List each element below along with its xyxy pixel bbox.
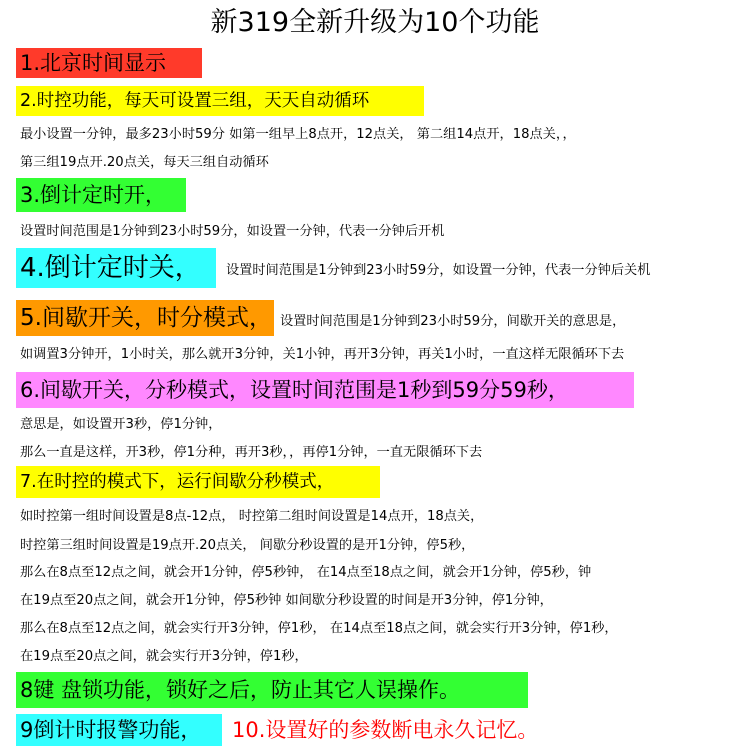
feature-4-desc: 设置时间范围是1分钟到23小时59分，如设置一分钟，代表一分钟后关机 <box>226 263 651 278</box>
feature-5-desc-line-2: 如调置3分钟开，1小时关，那么就开3分钟，关1小钟，再开3分钟，再关1小时，一直这样无限循环下去 <box>20 347 625 362</box>
feature-7-desc-line-3: 那么在8点至12点之间，就会开1分钟，停5秒钟， 在14点至18点之间，就会开1分钟，停5秒，钟 <box>20 565 592 580</box>
feature-2-desc-line-1: 最小设置一分钟，最多23小时59分 如第一组早上8点开，12点关， 第二组14点开，18点关，， <box>20 127 576 142</box>
feature-7-desc-line-5: 那么在8点至12点之间，就会实行开3分钟，停1秒， 在14点至18点之间，就会实行开3分钟，停1秒， <box>20 621 618 636</box>
feature-5-desc: 设置时间范围是1分钟到23小时59分，间歇开关的意思是， <box>280 314 626 329</box>
feature-8-label: 8键 盘锁功能，锁好之后，防止其它人误操作。 <box>16 672 528 708</box>
feature-7-desc-line-1: 如时控第一组时间设置是8点-12点， 时控第二组时间设置是14点开，18点关， <box>20 509 484 524</box>
page-title: 新319全新升级为10个功能 <box>210 7 540 38</box>
feature-3-label: 3.倒计定时开， <box>16 178 186 212</box>
feature-9-label: 9倒计时报警功能， <box>16 714 222 746</box>
feature-7-desc-line-4: 在19点至20点之间，就会开1分钟，停5秒钟 如间歇分秒设置的时间是开3分钟，停1分钟， <box>20 593 553 608</box>
feature-2-desc-line-2: 第三组19点开.20点关，每天三组自动循环 <box>20 155 269 170</box>
feature-5-label: 5.间歇开关，时分模式， <box>16 300 274 336</box>
feature-1-label: 1.北京时间显示 <box>16 48 202 78</box>
feature-3-desc: 设置时间范围是1分钟到23小时59分，如设置一分钟，代表一分钟后开机 <box>20 224 445 239</box>
feature-7-label: 7.在时控的模式下，运行间歇分秒模式， <box>16 466 380 498</box>
feature-7-desc-line-6: 在19点至20点之间，就会实行开3分钟，停1秒， <box>20 649 308 664</box>
feature-10-label: 10.设置好的参数断电永久记忆。 <box>232 718 539 742</box>
feature-6-label: 6.间歇开关，分秒模式，设置时间范围是1秒到59分59秒， <box>16 372 634 408</box>
feature-6-desc-line-2: 那么一直是这样，开3秒，停1分种，再开3秒，，再停1分钟，一直无限循环下去 <box>20 445 483 460</box>
feature-7-desc-line-2: 时控第三组时间设置是19点开.20点关， 间歇分秒设置的是开1分钟，停5秒， <box>20 538 475 553</box>
feature-4-label: 4.倒计定时关， <box>16 248 216 288</box>
feature-6-desc-line-1: 意思是，如设置开3秒，停1分钟， <box>20 417 222 432</box>
feature-2-label: 2.时控功能，每天可设置三组，天天自动循环 <box>16 86 424 116</box>
